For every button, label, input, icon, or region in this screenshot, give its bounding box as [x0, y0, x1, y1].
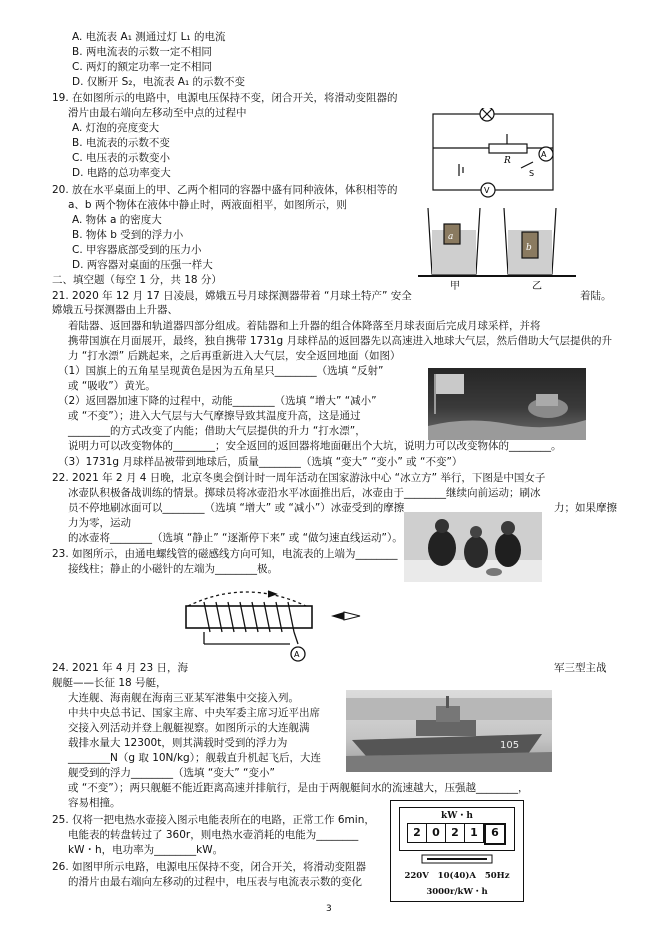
q20-stem-line2: a、b 两个物体在液体中静止时，两液面相平，如图所示，则	[68, 199, 347, 211]
q20-option-c: C. 甲容器底部受到的压力小	[72, 244, 202, 256]
q21-line5: 力 “打水漂” 后跳起来，之后再重新进入大气层，安全返回地面（如图）	[68, 350, 401, 362]
q19-option-c: C. 电压表的示数变小	[72, 152, 171, 164]
q24-line2: 舰艇——长征 18 号艇，	[52, 677, 167, 689]
q21-lunar-photo	[428, 368, 586, 440]
q25-line3: kW・h，电功率为________kW。	[68, 844, 224, 856]
q20-option-a: A. 物体 a 的密度大	[72, 214, 162, 226]
q19-label-s: S	[529, 169, 535, 178]
q24-line4: 中共中央总书记、国家主席、中央军委主席习近平出席	[68, 707, 320, 719]
q19-option-a: A. 灯泡的亮度变大	[72, 122, 160, 134]
meter-digit: 2	[446, 823, 465, 843]
q23-label-a: A	[294, 650, 300, 659]
q18-option-a: A. 电流表 A₁ 测通过灯 L₁ 的电流	[72, 31, 226, 43]
q24-line5: 交接入列活动并登上舰艇视察。如图所示的大连舰满	[68, 722, 310, 734]
q22-line5: 的冰壶将________（选填 “静止” “逐渐停下来” 或 “做匀速直线运动”）。	[68, 532, 403, 544]
q22-line3-right: 力；如果摩擦	[554, 502, 617, 514]
meter-disc-window	[421, 853, 493, 865]
q18-option-b: B. 两电流表的示数一定不相同	[72, 46, 212, 58]
q24-line8: 舰受到的浮力________（选填 “变大” “变小”	[68, 767, 275, 779]
q24-line7: ________N（g 取 10N/kg）；舰载直升机起飞后，大连	[68, 752, 321, 764]
q25-line1: 25. 仅将一把电热水壶接入图示电能表所在的电路，正常工作 6min，	[52, 814, 375, 826]
q20-label-yi: 乙	[532, 281, 542, 292]
q25-electricity-meter	[390, 800, 524, 902]
q19-circuit-diagram	[425, 108, 565, 200]
q24-line1-right: 军三型主战	[554, 662, 607, 674]
meter-digit: 2	[407, 823, 427, 843]
q24-line9: 或 “不变”）；两只舰艇不能近距离高速并排航行，是由于两舰艇间水的流速越大，压强越________，	[68, 782, 529, 794]
q19-option-b: B. 电流表的示数不变	[72, 137, 170, 149]
meter-digits	[407, 823, 506, 845]
q19-label-v: V	[484, 186, 490, 195]
q21-part3: （3）1731g 月球样品被带到地球后，质量________（选填 “变大” “变小” 或 “不变”）	[58, 456, 463, 468]
q23-line2: 接线柱；静止的小磁针的左端为________极。	[68, 563, 278, 575]
meter-digit: 0	[427, 823, 446, 843]
q23-solenoid-diagram	[176, 580, 376, 666]
q24-line6: 载排水量大 12300t，则其满载时受到的浮力为	[68, 737, 288, 749]
meter-digit-decimal: 6	[484, 823, 506, 845]
q26-line2: 的滑片由最右端向左移动的过程中，电压表与电流表示数的变化	[68, 876, 362, 888]
q25-line2: 电能表的转盘转过了 360r，则电热水壶消耗的电能为________	[68, 829, 359, 841]
q21-part2-c: ________的方式改变了内能；借助大气层提供的升力 “打水漂”，	[68, 425, 366, 437]
q18-option-d: D. 仅断开 S₂，电流表 A₁ 的示数不变	[72, 76, 246, 88]
q19-label-r: R	[504, 156, 511, 166]
q22-line1: 22. 2021 年 2 月 4 日晚，北京冬奥会倒计时一周年活动在国家游泳中心 “冰立方” 举行，下图是中国女子	[52, 472, 546, 484]
q23-line1: 23. 如图所示，由通电螺线管的磁感线方向可知，电流表的上端为________	[52, 548, 398, 560]
q21-part2-a: （2）返回器加速下降的过程中，动能________（选填 “增大” “减小”	[58, 395, 377, 407]
q21-part2-d: 说明力可以改变物体的________；安全返回的返回器将地面砸出个大坑，说明力可以改变物体的________。	[68, 440, 562, 452]
q21-part2-b: 或 “不变”）；进入大气层与大气摩擦导致其温度升高，这是通过	[68, 410, 361, 422]
q21-line4: 携带国旗在月面展开，最终，独自携带 1731g 月球样品的返回器先以高速进入地球大气层，然后借助大气层提供的升	[68, 335, 613, 347]
q21-part1-b: 或 “吸收”）黄光。	[68, 380, 156, 392]
q18-option-c: C. 两灯的额定功率一定不相同	[72, 61, 213, 73]
q22-line2: 冰壶队积极备战训练的情景。掷球员将冰壶沿水平冰面推出后，冰壶由于________继续向前运动；刷冰	[68, 487, 541, 499]
q22-line3: 员不停地刷冰面可以________（选填 “增大” 或 “减小”）冰壶受到的摩擦	[68, 502, 405, 514]
q19-stem-line1: 19. 在如图所示的电路中，电源电压保持不变，闭合开关，将滑动变阻器的	[52, 92, 398, 104]
q19-label-a: A	[541, 150, 547, 159]
page-number: 3	[326, 904, 332, 914]
meter-spec: 220V 10(40)A 50Hz	[404, 871, 510, 881]
meter-unit: kW・h	[441, 811, 473, 821]
q22-line4: 力为零，运动	[68, 517, 131, 529]
q24-line10: 容易相撞。	[68, 797, 121, 809]
q24-line1: 24. 2021 年 4 月 23 日，海	[52, 662, 188, 674]
q20-label-jia: 甲	[450, 281, 460, 292]
q20-option-b: B. 物体 b 受到的浮力小	[72, 229, 184, 241]
q22-curling-photo	[404, 512, 542, 582]
q24-line3: 大连舰、海南舰在海南三亚某军港集中交接入列。	[68, 692, 299, 704]
q26-line1: 26. 如图甲所示电路，电源电压保持不变，闭合开关，将滑动变阻器	[52, 861, 367, 873]
q20-label-b: b	[526, 243, 532, 253]
q20-label-a: a	[448, 232, 454, 242]
q20-containers-diagram	[418, 200, 578, 292]
section-2-heading: 二、填空题（每空 1 分，共 18 分）	[52, 274, 222, 286]
q20-option-d: D. 两容器对桌面的压强一样大	[72, 259, 213, 271]
q21-line2: 嫦娥五号探测器由上升器、	[52, 304, 178, 316]
q21-line1: 21. 2020 年 12 月 17 日凌晨，嫦娥五号月球探测器带着 “月球土特产” 安全	[52, 290, 412, 302]
q19-option-d: D. 电路的总功率变大	[72, 167, 171, 179]
meter-digit: 1	[465, 823, 484, 843]
meter-rate: 3000r/kW・h	[426, 887, 488, 897]
q24-ship-number: 105	[500, 740, 520, 751]
q21-line3: 着陆器、返回器和轨道器四部分组成。着陆器和上升器的组合体降落至月球表面后完成月球采样，并将	[68, 320, 541, 332]
q24-warship-photo	[346, 690, 552, 772]
q20-stem-line1: 20. 放在水平桌面上的甲、乙两个相同的容器中盛有同种液体，体积相等的	[52, 184, 398, 196]
q21-line1-right: 着陆。	[580, 290, 612, 302]
q21-part1-a: （1）国旗上的五角星呈现黄色是因为五角星只________（选填 “反射”	[58, 365, 384, 377]
q19-stem-line2: 滑片由最右端向左移动至中点的过程中	[68, 107, 247, 119]
